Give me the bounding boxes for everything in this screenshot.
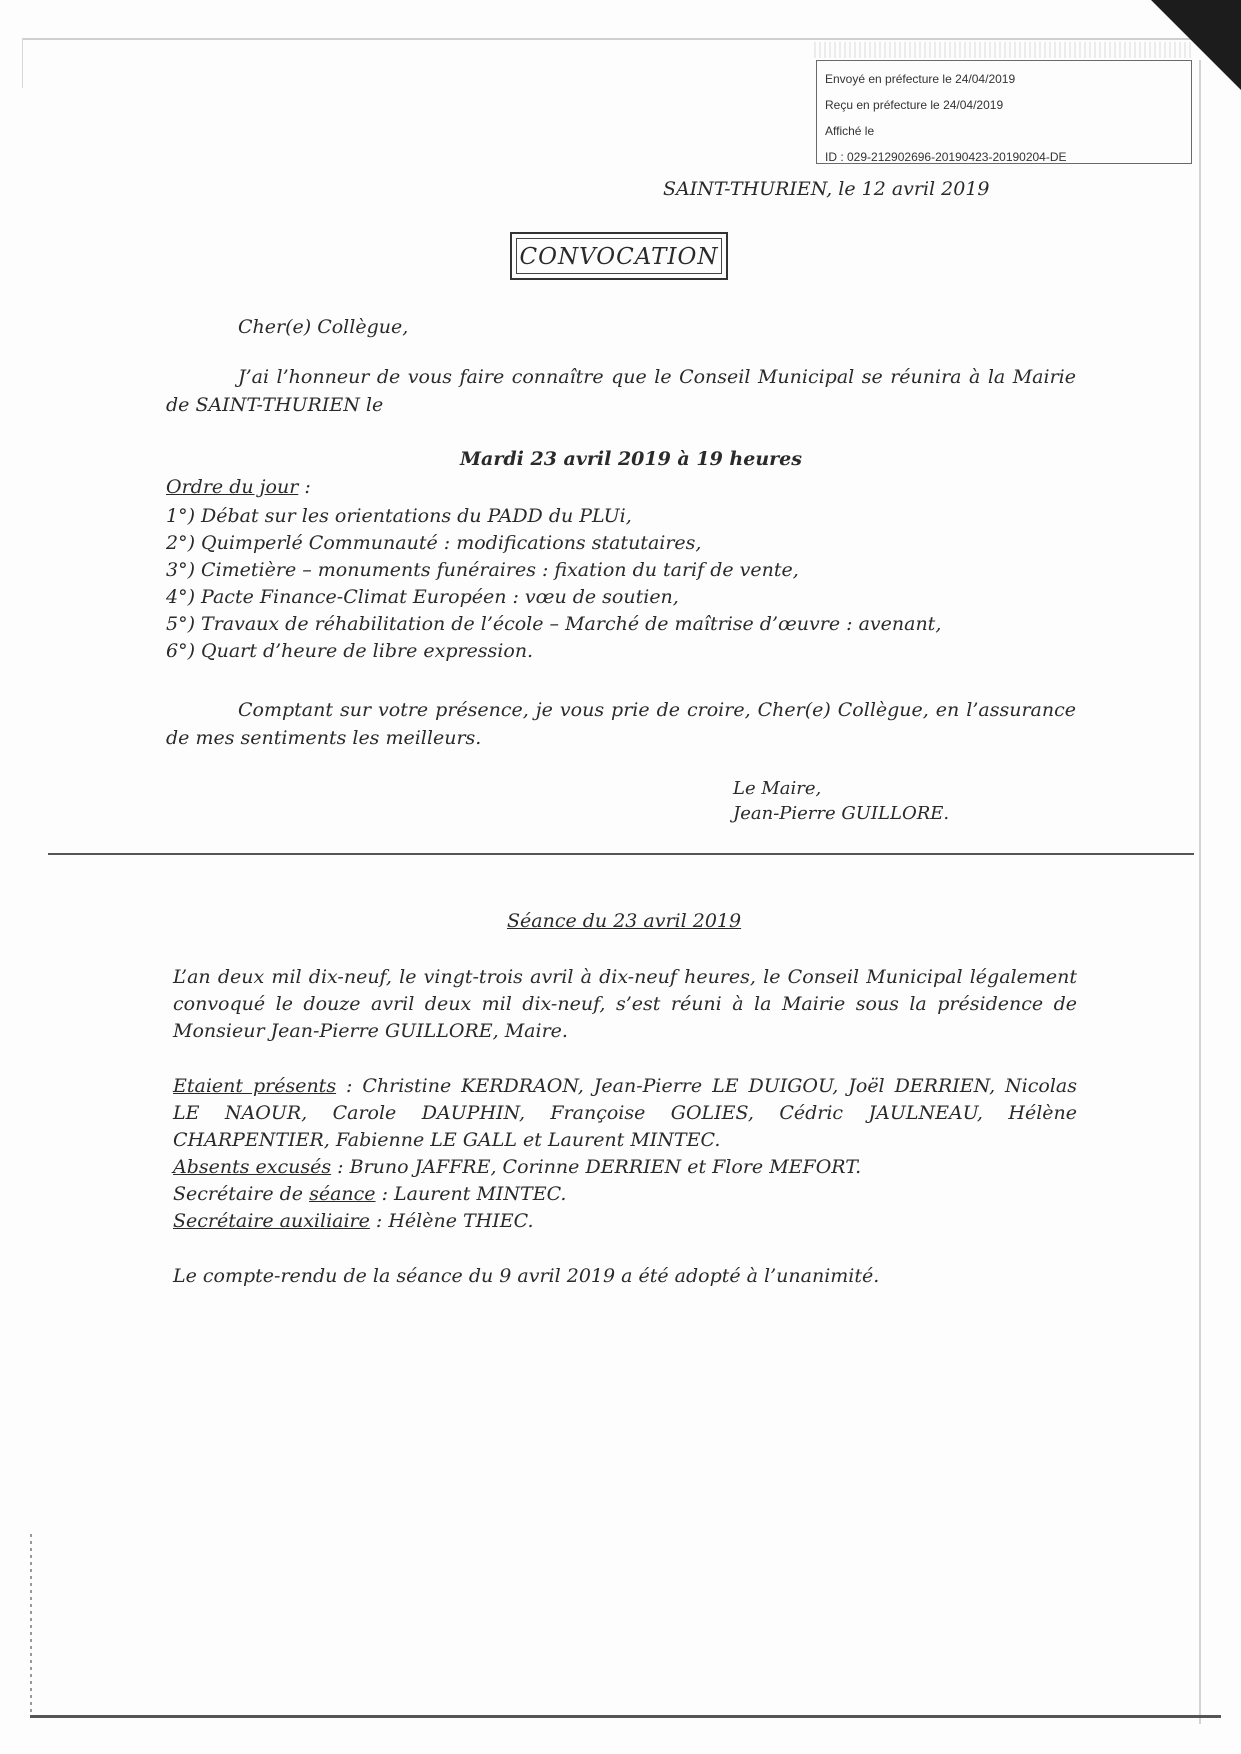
aux-secretary-line [173,1208,534,1235]
agenda-item-5: 5°) Travaux de réhabilitation de l’école – Marché de maîtrise d’œuvre : avenant, [166,613,942,635]
agenda-item-4: 4°) Pacte Finance-Climat Européen : vœu de soutien, [166,586,679,608]
intro-line-2: de SAINT-THURIEN le [166,394,384,416]
present-line-3: CHARPENTIER, Fabienne LE GALL et Laurent MINTEC. [173,1129,721,1151]
scan-edge-right [1199,60,1201,1724]
secretary-label: séance [309,1183,376,1205]
greeting: Cher(e) Collègue, [238,316,409,338]
agenda-colon: : [298,476,311,498]
absent-label: Absents excusés [173,1156,332,1178]
agenda-label: Ordre du jour [166,476,299,498]
agenda-heading [166,476,311,498]
absent-line [173,1154,861,1181]
stamp-received: Reçu en préfecture le 24/04/2019 [825,98,1004,112]
closing-line-2: de mes sentiments les meilleurs. [166,727,482,749]
agenda-item-2: 2°) Quimperlé Communauté : modifications statutaires, [166,532,702,554]
section-divider [48,853,1194,855]
prefecture-stamp [816,60,1192,164]
stamp-sent: Envoyé en préfecture le 24/04/2019 [825,72,1016,86]
present-line-2: LE NAOUR, Carole DAUPHIN, Françoise GOLIES, Cédric JAULNEAU, Hélène [173,1102,1077,1124]
agenda-item-3: 3°) Cimetière – monuments funéraires : fixation du tarif de vente, [166,559,799,581]
meeting-date: Mardi 23 avril 2019 à 19 heures [460,448,802,470]
secretary-prefix: Secrétaire de [173,1183,310,1205]
agenda-list [166,503,941,665]
aux-secretary-text: : Hélène THIEC. [369,1210,534,1232]
scan-edge-top [22,38,1241,40]
scan-edge-bottom [30,1715,1221,1718]
signature-name: Jean-Pierre GUILLORE. [733,803,950,824]
convocation-title-box [510,232,728,280]
scan-edge-left-bottom [30,1534,32,1714]
seance-intro-line-3: Monsieur Jean-Pierre GUILLORE, Maire. [173,1020,568,1042]
minutes-adoption: Le compte-rendu de la séance du 9 avril 2019 a été adopté à l’unanimité. [173,1265,880,1287]
place-date: SAINT-THURIEN, le 12 avril 2019 [663,178,990,200]
present-line-1 [173,1073,1077,1100]
closing-line-1: Comptant sur votre présence, je vous prie de croire, Cher(e) Collègue, en l’assurance [238,699,1076,721]
present-label: Etaient présents [173,1075,337,1097]
aux-secretary-label: Secrétaire auxiliaire [173,1210,370,1232]
seance-intro-line-2: convoqué le douze avril deux mil dix-neuf, s’est réuni à la Mairie sous la présidence de [173,993,1077,1015]
secretary-line [173,1181,566,1208]
stamp-top-noise [814,42,1194,58]
stamp-id: ID : 029-212902696-20190423-20190204-DE [825,150,1067,164]
scan-edge-left [22,38,23,88]
absent-text: : Bruno JAFFRE, Corinne DERRIEN et Flore MEFORT. [331,1156,862,1178]
intro-line-1: J’ai l’honneur de vous faire connaître que le Conseil Municipal se réunira à la Mairie [238,366,1076,388]
signature-title: Le Maire, [733,778,822,799]
seance-title: Séance du 23 avril 2019 [507,910,742,932]
agenda-item-1: 1°) Débat sur les orientations du PADD du PLUi, [166,505,632,527]
convocation-title: CONVOCATION [516,238,722,274]
agenda-item-6: 6°) Quart d’heure de libre expression. [166,640,534,662]
secretary-text: : Laurent MINTEC. [375,1183,567,1205]
seance-intro-line-1: L’an deux mil dix-neuf, le vingt-trois avril à dix-neuf heures, le Conseil Municipal légalement [173,966,1077,988]
stamp-posted: Affiché le [825,124,875,138]
present-text-1: : Christine KERDRAON, Jean-Pierre LE DUIGOU, Joël DERRIEN, Nicolas [336,1075,1077,1097]
